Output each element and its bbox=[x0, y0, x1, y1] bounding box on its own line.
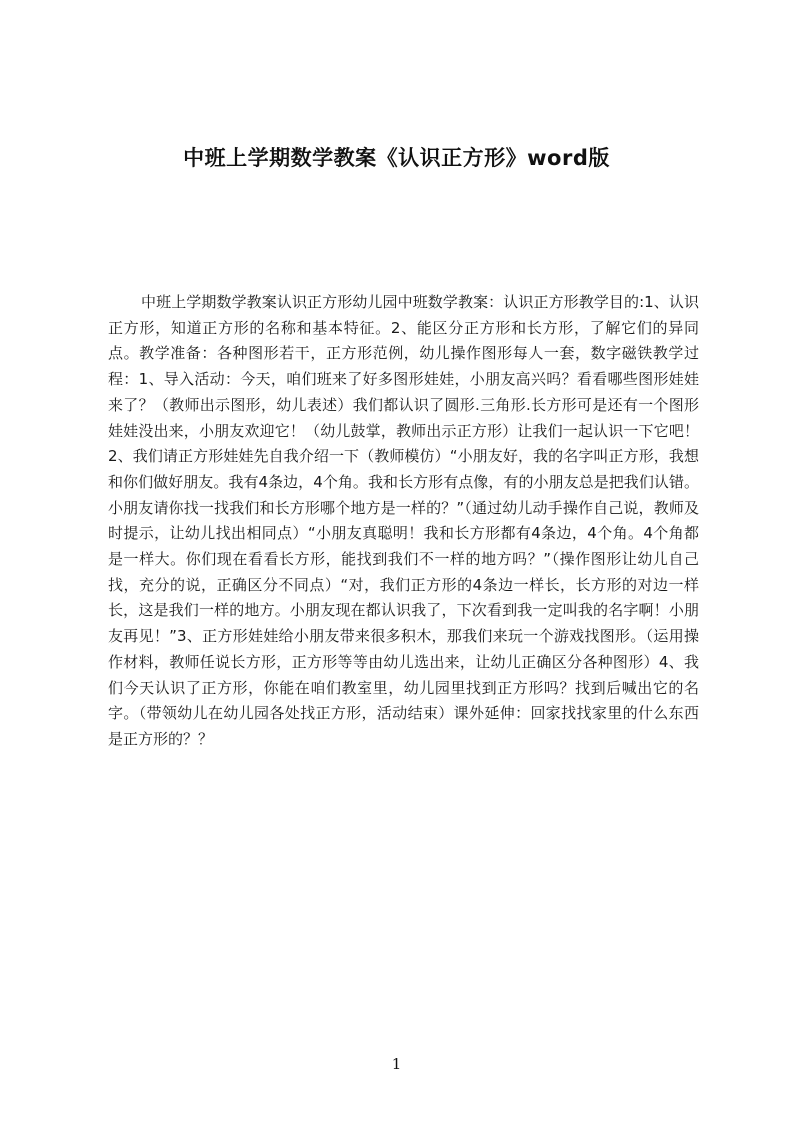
page-number: 1 bbox=[391, 1055, 402, 1073]
document-title: 中班上学期数学教案《认识正方形》word版 bbox=[183, 146, 610, 170]
document-body-paragraph: 中班上学期数学教案认识正方形幼儿园中班数学教案：认识正方形教学目的:1、认识正方形，知道正方形的名称和基本特征。2、能区分正方形和长方形，了解它们的异同点。教学准备：各种图形若干，正方形范例，幼儿操作图形每人一套，数字磁铁教学过程：1、导入活动：今天，咱们班来了好多图形娃娃，小朋友高兴吗？看看哪些图形娃娃来了？（教师出示图形，幼儿表述）我们都认识了圆形.三角形.长方形可是还有一个图形娃娃没出来，小朋友欢迎它！（幼儿鼓掌，教师出示正方形）让我们一起认识一下它吧！2、我们请正方形娃娃先自我介绍一下（教师模仿）“小朋友好，我的名字叫正方形，我想和你们做好朋友。我有4条边，4个角。我和长方形有点像，有的小朋友总是把我们认错。小朋友请你找一找我们和长方形哪个地方是一样的？”（通过幼儿动手操作自己说，教师及时提示，让幼儿找出相同点）“小朋友真聪明！我和长方形都有4条边，4个角。4个角都是一样大。你们现在看看长方形，能找到我们不一样的地方吗？”（操作图形让幼儿自己找，充分的说，正确区分不同点）“对，我们正方形的4条边一样长，长方形的对边一样长，这是我们一样的地方。小朋友现在都认识我了，下次看到我一定叫我的名字啊！小朋友再见！”3、正方形娃娃给小朋友带来很多积木，那我们来玩一个游戏找图形。（运用操作材料，教师任说长方形，正方形等等由幼儿选出来，让幼儿正确区分各种图形）4、我们今天认识了正方形，你能在咱们教室里，幼儿园里找到正方形吗？找到后喊出它的名字。（带领幼儿在幼儿园各处找正方形，活动结束）课外延伸：回家找找家里的什么东西是正方形的？？ bbox=[108, 293, 699, 748]
